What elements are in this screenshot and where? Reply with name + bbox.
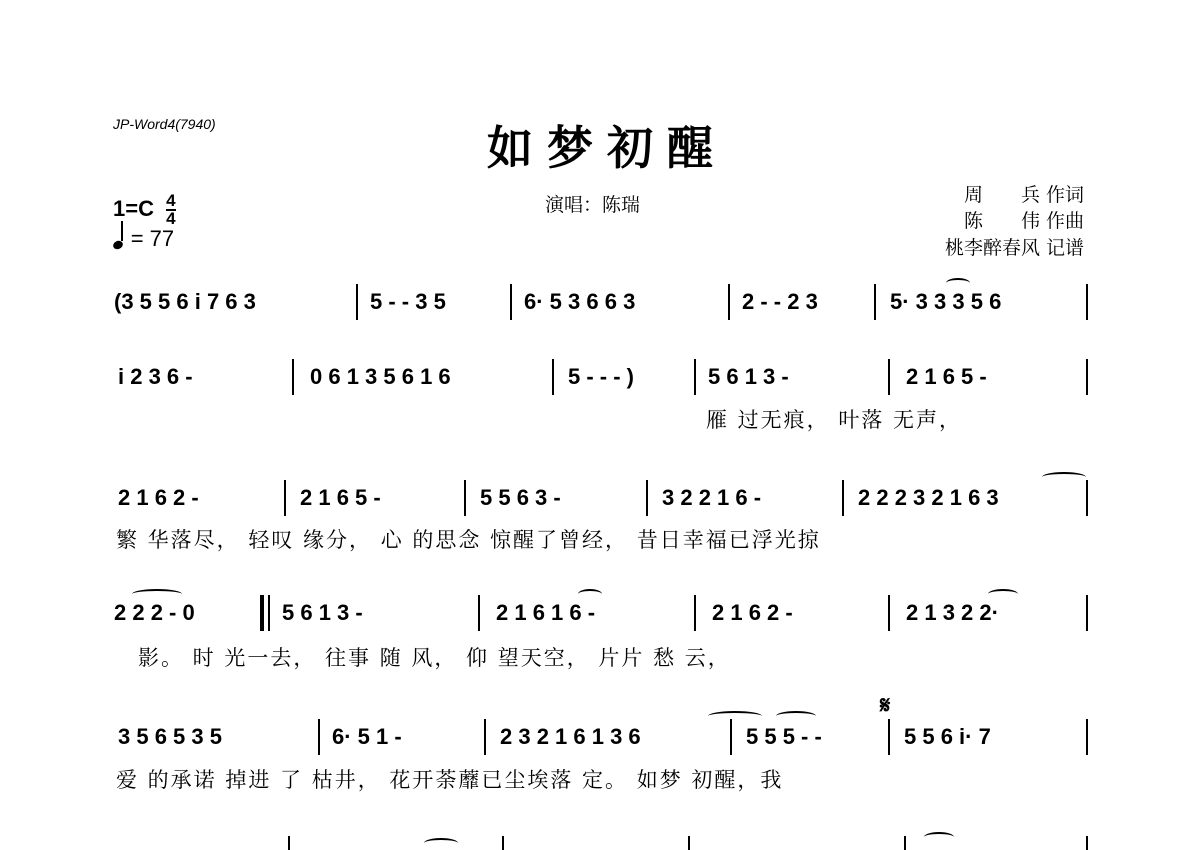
barline (694, 595, 696, 631)
barline-partial (1086, 836, 1088, 850)
measure: 5 - - - ) (568, 364, 634, 389)
measure: 2 1 3 2 2· (906, 600, 999, 625)
tie-mark (132, 589, 182, 599)
time-denominator: 4 (166, 209, 176, 228)
measure: 3 5 6 5 3 5 (118, 724, 222, 749)
barline (356, 284, 358, 320)
barline (484, 719, 486, 755)
note-stem-icon (121, 221, 123, 241)
measure: 5 5 6 3 - (480, 485, 561, 510)
lyric-line-4: 影。 时 光一去， 往事 随 风， 仰 望天空， 片片 愁 云， (138, 646, 731, 670)
measure: 5 6 1 3 - (708, 364, 789, 389)
barline (1086, 480, 1088, 516)
measure: 5· 3 3 3 5 6 (890, 289, 1002, 314)
transcriber-credit: 桃李醉春风 记谱 (944, 237, 1084, 259)
lyric-line-5: 爱 的承诺 掉进 了 枯井， 花开荼蘼已尘埃落 定。 如梦 初醒，我 (116, 768, 784, 792)
measure: 2 2 2 - 0 (114, 600, 195, 625)
measure: 6· 5 1 - (332, 724, 402, 749)
tie-mark (924, 832, 954, 842)
barline-partial (904, 836, 906, 850)
measure: i 2 3 6 - (118, 364, 193, 389)
time-numerator: 4 (166, 191, 176, 210)
barline-partial (288, 836, 290, 850)
tie-mark (1042, 472, 1086, 482)
tempo-marking (113, 226, 174, 252)
barline (730, 719, 732, 755)
repeat-barline (260, 595, 264, 631)
barline (694, 359, 696, 395)
barline (888, 719, 890, 755)
barline (728, 284, 730, 320)
measure: 2 1 6 2 - (712, 600, 793, 625)
composer-credit: 陈 伟 作曲 (963, 210, 1084, 232)
score-line-2 (112, 357, 1088, 397)
tie-mark (578, 589, 602, 599)
tempo-value: = 77 (130, 226, 175, 251)
tie-mark (708, 711, 762, 721)
barline (284, 480, 286, 516)
barline (888, 595, 890, 631)
barline (552, 359, 554, 395)
barline (1086, 359, 1088, 395)
tie-mark (424, 838, 458, 848)
measure: 5 6 1 3 - (282, 600, 363, 625)
song-title: 如梦初醒 (487, 121, 727, 175)
barline (318, 719, 320, 755)
measure: 2 1 6 1 6 - (496, 600, 596, 625)
barline (510, 284, 512, 320)
barline (478, 595, 480, 631)
score-line-5 (112, 717, 1088, 757)
barline (464, 480, 466, 516)
measure: 3 2 2 1 6 - (662, 485, 762, 510)
tie-mark (946, 278, 970, 288)
measure: 5 - - 3 5 (370, 289, 446, 314)
time-signature (166, 193, 175, 227)
measure: 0 6 1 3 5 6 1 6 (310, 364, 451, 389)
lyricist-credit: 周 兵 作词 (963, 184, 1084, 206)
barline (1086, 595, 1088, 631)
measure: (3 5 5 6 i 7 6 3 (114, 289, 256, 314)
measure: 5 5 6 i· 7 (904, 724, 991, 749)
measure: 2 2 2 3 2 1 6 3 (858, 485, 999, 510)
barline (292, 359, 294, 395)
barline-partial (688, 836, 690, 850)
measure: 2 1 6 5 - (300, 485, 381, 510)
lyric-line-3: 繁 华落尽， 轻叹 缘分， 心 的思念 惊醒了曾经， 昔日幸福已浮光掠 (116, 528, 821, 552)
measure: 2 - - 2 3 (742, 289, 818, 314)
repeat-barline-thin (268, 595, 270, 631)
score-line-1 (112, 282, 1088, 322)
measure: 2 1 6 5 - (906, 364, 987, 389)
tie-mark (776, 711, 816, 721)
measure: 5 5 5 - - (746, 724, 822, 749)
barline (1086, 284, 1088, 320)
software-label: JP-Word4(7940) (113, 116, 216, 132)
barline (888, 359, 890, 395)
score-line-4 (112, 593, 1088, 633)
measure: 2 1 6 2 - (118, 485, 199, 510)
score-line-3 (112, 478, 1088, 518)
barline (1086, 719, 1088, 755)
barline (874, 284, 876, 320)
measure: 6· 5 3 6 6 3 (524, 289, 636, 314)
singer-credit: 演唱：陈瑞 (545, 194, 641, 216)
segno-icon: 𝄋 (880, 690, 891, 719)
tie-mark (988, 589, 1018, 599)
barline-partial (502, 836, 504, 850)
key-label: 1=C (113, 195, 154, 221)
measure: 2 3 2 1 6 1 3 6 (500, 724, 641, 749)
barline (646, 480, 648, 516)
barline (842, 480, 844, 516)
lyric-line-2: 雁 过无痕， 叶落 无声， (706, 408, 963, 432)
